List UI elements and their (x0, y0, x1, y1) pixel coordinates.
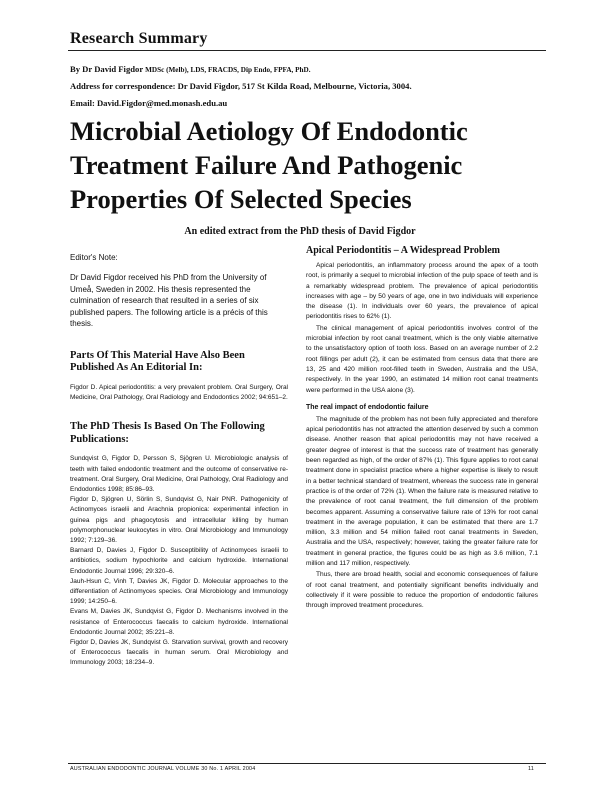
right-column (306, 245, 538, 612)
publication-item: Sundqvist G, Figdor D, Persson S, Sjögren U. Microbiologic analysis of teeth with failed endodontic treatment and the outcome of conservative re-treatment. Oral Surgery, Oral Medicine, Oral Pathology, Oral Radiology and Endodontics 1998; 85:86–93. (70, 455, 288, 493)
author-line (70, 64, 311, 74)
email-line: Email: David.Figdor@med.monash.edu.au (70, 98, 228, 108)
body-paragraph: Thus, there are broad health, social and economic consequences of failure of root canal treatment, and potentially significant benefits individually and collectively if it were possible to reduce the proportion of endodontic failures through improved treatment procedures. (306, 571, 538, 610)
publication-item: Figdor D, Davies JK, Sundqvist G. Starvation survival, growth and recovery of Enterococcus faecalis in human serum. Oral Microbiology and Immunology 2003; 18:234–9. (70, 639, 288, 667)
header-rule (68, 50, 546, 51)
body-paragraph: The magnitude of the problem has not been fully appreciated and therefore apical periodontitis has not attracted the attention deserved by such a common disease. Another reason that apical periodontitis may not have received a greater degree of interest is that the success rate of treatment has generally been regarded as high, of the order of 87% (1). This figure applies to root canal treatment done in specialist practice where a higher expertise is likely to result in a better technical standard of treatment, whereas the success rate in general practice is of the order of 72% (1). When the failure rate is measured relative to the prevalence of root canal treatment, the full dimension of the problem becomes apparent. Assuming a conservative failure rate of 13% for root canal treatment in the average population, it can be estimated that there are 1.7 million, 3.3 million and 54 million failed root canal treatments in Sweden, Australia and the USA, respectively; however, taking the greater failure rate for treatment in general practice, the figures could be as high as 3.6 million, 7.1 million and 117 million, respectively. (306, 415, 538, 568)
editors-note: Dr David Figdor received his PhD from the University of Umeå, Sweden in 2002. His thesis represented the culmination of research that resulted in a series of six published papers. The following article is a précis of this thesis. (70, 273, 268, 329)
publication-item: Figdor D, Sjögren U, Sörlin S, Sundqvist G, Nair PNR. Pathogenicity of Actinomyces israelii and Arachnia propionica: experimental infection in guinea pigs and phagocytosis and intracellular killing by human polymorphonuclear leukocytes in vitro. Oral Microbiology and Immunology 1992; 7:129–36. (70, 496, 288, 544)
apical-periodontitis-heading: Apical Periodontitis – A Widespread Problem (306, 245, 500, 256)
editorial-heading: Parts Of This Material Have Also Been Published As An Editorial In: (70, 349, 245, 374)
body-paragraph: Apical periodontitis, an inflammatory process around the apex of a tooth root, is primarily a sequel to microbial infection of the pulp space of teeth and is a remarkably widespread problem. The prevalence of apical periodontitis increases with age – by 50 years of age, one in two individuals will experience the disease (1). In individuals over 60 years, the prevalence of apical periodontitis rises to 62% (1). (306, 262, 538, 321)
publication-item: Barnard D, Davies J, Figdor D. Susceptibility of Actinomyces israelii to antibiotics, sodium hypochlorite and calcium hydroxide. International Endodontic Journal 1996; 29:320–6. (70, 547, 288, 575)
article-title-line-3: Properties Of Selected Species (70, 184, 412, 214)
author-credentials: MDSc (Melb), LDS, FRACDS, Dip Endo, FPFA, PhD. (145, 66, 311, 74)
publication-item: Jauh-Hsun C, Vinh T, Davies JK, Figdor D. Molecular approaches to the differentiation of Actinomyces species. Oral Microbiology and Immunology 1999; 14:250–6. (70, 577, 288, 606)
author-name: By Dr David Figdor (70, 64, 143, 74)
editors-note-label: Editor's Note: (70, 253, 118, 262)
correspondence-address: Address for correspondence: Dr David Figdor, 517 St Kilda Road, Melbourne, Victoria, 3004. (70, 81, 412, 91)
thesis-publications-heading: The PhD Thesis Is Based On The Following Publications: (70, 421, 265, 445)
editorial-reference: Figdor D. Apical periodontitis: a very prevalent problem. Oral Surgery, Oral Medicine, Oral Pathology, Oral Radiology and Endodontics 2002; 94:651–2. (70, 383, 288, 402)
journal-footer: AUSTRALIAN ENDODONTIC JOURNAL VOLUME 30 No. 1 APRIL 2004 (70, 766, 256, 772)
section-title: Research Summary (70, 30, 208, 47)
article-title-line-2: Treatment Failure And Pathogenic (70, 150, 463, 180)
publication-item: Evans M, Davies JK, Sundqvist G, Figdor D. Mechanisms involved in the resistance of Enterococcus faecalis to calcium hydroxide. International Endodontic Journal 2002; 35:221–8. (70, 608, 288, 636)
article-subtitle: An edited extract from the PhD thesis of David Figdor (184, 226, 416, 237)
left-column (70, 245, 288, 669)
article-title-line-1: Microbial Aetiology Of Endodontic (70, 116, 468, 146)
page-number: 11 (528, 766, 534, 772)
body-paragraph: The clinical management of apical periodontitis involves control of the microbial infection by root canal treatment, which is the only viable alternative to the unsatisfactory option of tooth loss. Based on an average number of 2.2 root fillings per adult (2), it can be estimated from census data that there are 13, 25 and 420 million root-filled teeth in Sweden, Australia and the USA, respectively. In the year 1990, an estimated 14 million root canal treatments were performed in the USA alone (3). (306, 324, 538, 394)
footer-rule (68, 763, 546, 764)
publication-list (70, 454, 288, 668)
impact-subheading: The real impact of endodontic failure (306, 403, 429, 411)
article-title (70, 114, 550, 216)
